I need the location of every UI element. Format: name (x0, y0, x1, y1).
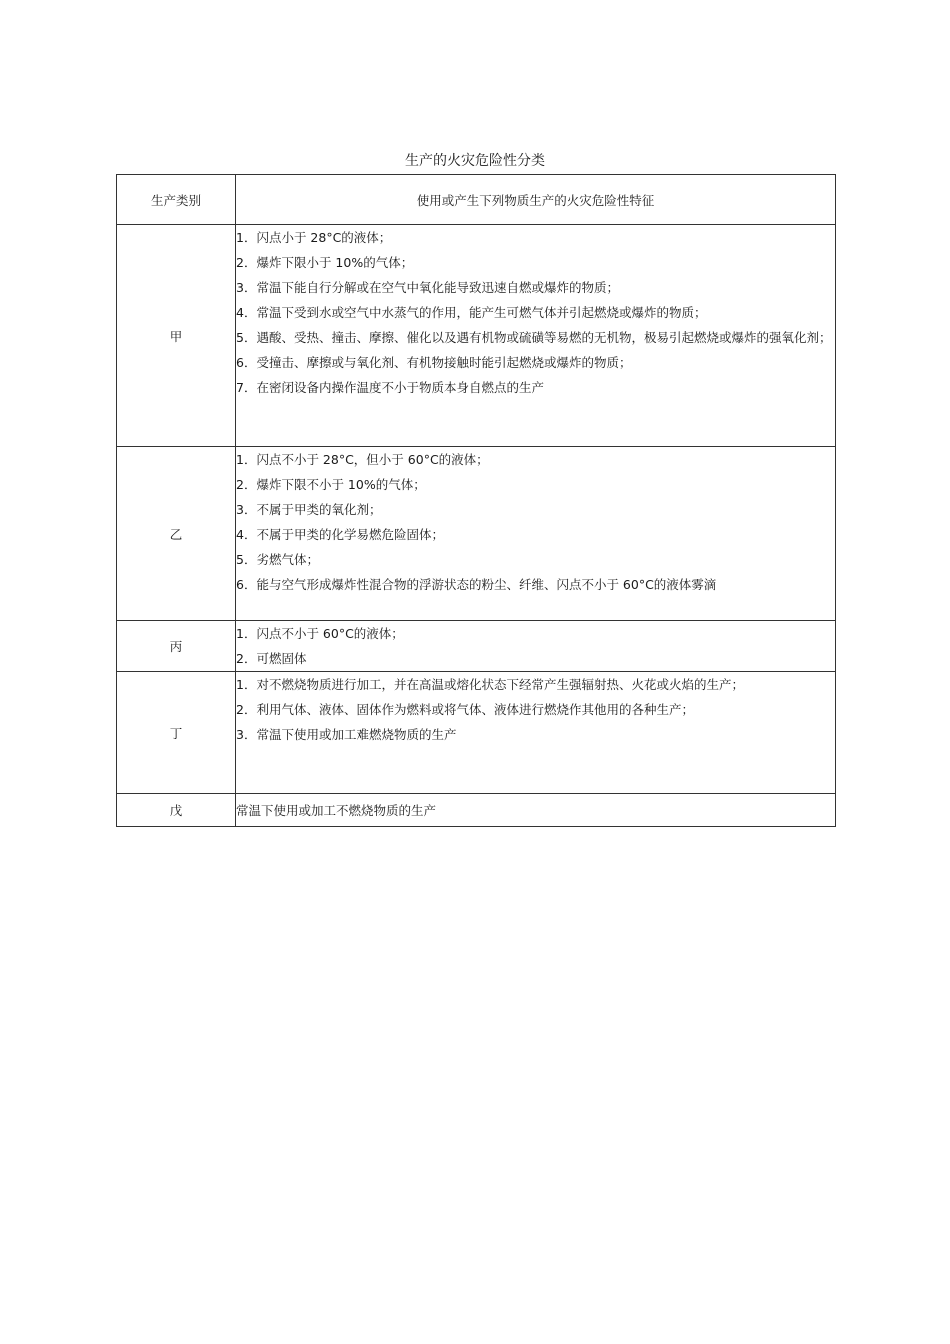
feature-cell (236, 447, 836, 621)
category-cell: 丁 (117, 672, 236, 794)
feature-item: 1．闪点小于 28°C的液体； (236, 230, 392, 245)
table-row-wu (117, 794, 836, 827)
fire-hazard-table (116, 174, 836, 827)
table-row-ding (117, 672, 836, 794)
feature-item: 5．劣燃气体； (236, 552, 319, 567)
table-row-jia (117, 225, 836, 447)
feature-item: 4．常温下受到水或空气中水蒸气的作用，能产生可燃气体并引起燃烧或爆炸的物质； (236, 305, 707, 320)
table-header-row (117, 175, 836, 225)
feature-item: 6．能与空气形成爆炸性混合物的浮游状态的粉尘、纤维、闪点不小于 60°C的液体雾滴 (236, 577, 717, 592)
feature-item: 1．对不燃烧物质进行加工，并在高温或熔化状态下经常产生强辐射热、火花或火焰的生产； (236, 677, 744, 692)
feature-item: 1．闪点不小于 60°C的液体； (236, 626, 404, 641)
feature-cell (236, 621, 836, 672)
category-cell: 乙 (117, 447, 236, 621)
feature-cell (236, 672, 836, 794)
header-category: 生产类别 (117, 175, 236, 225)
header-features: 使用或产生下列物质生产的火灾危险性特征 (236, 175, 836, 225)
feature-cell (236, 225, 836, 447)
feature-item: 2．可燃固体 (236, 651, 307, 666)
feature-item: 3．不属于甲类的氧化剂； (236, 502, 382, 517)
feature-item: 常温下使用或加工不燃烧物质的生产 (236, 802, 437, 818)
category-cell: 戊 (117, 794, 236, 827)
table-row-yi (117, 447, 836, 621)
feature-item: 2．爆炸下限不小于 10%的气体； (236, 477, 426, 492)
feature-item: 6．受撞击、摩擦或与氧化剂、有机物接触时能引起燃烧或爆炸的物质； (236, 355, 632, 370)
feature-item: 1．闪点不小于 28°C，但小于 60°C的液体； (236, 452, 489, 467)
feature-item: 2．利用气体、液体、固体作为燃料或将气体、液体进行燃烧作其他用的各种生产； (236, 702, 694, 717)
feature-cell (236, 794, 836, 827)
category-cell: 甲 (117, 225, 236, 447)
table-row-bing (117, 621, 836, 672)
category-cell: 丙 (117, 621, 236, 672)
feature-item: 3．常温下能自行分解或在空气中氧化能导致迅速自燃或爆炸的物质； (236, 280, 619, 295)
feature-item: 7．在密闭设备内操作温度不小于物质本身自燃点的生产 (236, 380, 544, 395)
table-title: 生产的火灾危险性分类 (405, 153, 545, 169)
feature-item: 5．遇酸、受热、撞击、摩擦、催化以及遇有机物或硫磺等易燃的无机物，极易引起燃烧或爆炸的强氧化剂； (236, 330, 832, 345)
feature-item: 4．不属于甲类的化学易燃危险固体； (236, 527, 444, 542)
feature-item: 3．常温下使用或加工难燃烧物质的生产 (236, 727, 457, 742)
feature-item: 2．爆炸下限小于 10%的气体； (236, 255, 414, 270)
